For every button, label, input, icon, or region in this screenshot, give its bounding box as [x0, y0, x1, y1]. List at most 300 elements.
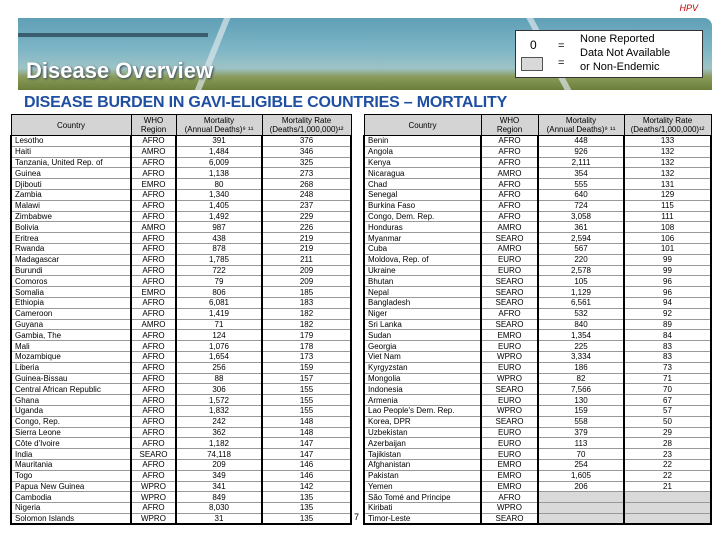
country-cell: Bhutan [364, 276, 481, 287]
country-cell: Kenya [364, 157, 481, 168]
region-cell: AFRO [131, 427, 176, 438]
region-cell: AFRO [481, 146, 538, 157]
region-cell: AFRO [481, 157, 538, 168]
table-row [11, 470, 351, 481]
col-rate: Mortality Rate (Deaths/1,000,000)¹² [262, 115, 351, 136]
mortality-cell: 849 [176, 492, 262, 503]
country-cell: Nepal [364, 287, 481, 298]
legend-text [580, 32, 670, 74]
rate-cell: 159 [262, 362, 351, 373]
rate-cell: 219 [262, 233, 351, 244]
table-row [11, 168, 351, 179]
region-cell: AFRO [131, 330, 176, 341]
region-cell: AFRO [131, 168, 176, 179]
mortality-cell: 2,578 [538, 265, 624, 276]
region-cell: EMRO [131, 179, 176, 190]
rate-cell: 376 [262, 136, 351, 147]
table-row [11, 211, 351, 222]
region-cell: AFRO [131, 351, 176, 362]
mortality-cell: 206 [538, 481, 624, 492]
mortality-cell: 878 [176, 243, 262, 254]
country-cell: Senegal [364, 189, 481, 200]
legend-line: None Reported [580, 33, 655, 45]
mortality-cell: 2,111 [538, 157, 624, 168]
region-cell: AFRO [481, 136, 538, 147]
rate-cell: 211 [262, 254, 351, 265]
region-cell: WPRO [131, 481, 176, 492]
region-cell: EURO [481, 265, 538, 276]
rate-cell [624, 492, 711, 503]
region-cell: AFRO [131, 254, 176, 265]
table-row [364, 179, 711, 190]
legend-equals: = [558, 40, 565, 52]
region-cell: EMRO [481, 330, 538, 341]
table-row [364, 416, 711, 427]
region-cell: WPRO [481, 503, 538, 514]
rate-cell: 101 [624, 243, 711, 254]
region-cell: AFRO [481, 179, 538, 190]
mortality-cell: 1,138 [176, 168, 262, 179]
col-country: Country [11, 115, 131, 136]
table-row [11, 351, 351, 362]
table-row [364, 395, 711, 406]
mortality-cell: 806 [176, 287, 262, 298]
legend [515, 30, 703, 78]
region-cell: AFRO [131, 384, 176, 395]
table-row [364, 362, 711, 373]
mortality-cell: 362 [176, 427, 262, 438]
region-cell: AMRO [131, 319, 176, 330]
table-row [11, 416, 351, 427]
region-cell: SEARO [481, 319, 538, 330]
rate-cell: 325 [262, 157, 351, 168]
rate-cell: 84 [624, 330, 711, 341]
table-row [11, 157, 351, 168]
rate-cell: 182 [262, 308, 351, 319]
region-cell: SEARO [481, 287, 538, 298]
mortality-cell: 532 [538, 308, 624, 319]
mortality-cell: 1,785 [176, 254, 262, 265]
region-cell: AFRO [131, 136, 176, 147]
rate-cell: 147 [262, 449, 351, 460]
table-row [364, 189, 711, 200]
region-cell: EURO [481, 449, 538, 460]
mortality-cell: 31 [176, 513, 262, 524]
table-row [11, 513, 351, 524]
table-row [11, 503, 351, 514]
country-cell: Sudan [364, 330, 481, 341]
rate-cell: 99 [624, 254, 711, 265]
table-row [364, 146, 711, 157]
rate-cell: 135 [262, 503, 351, 514]
mortality-cell: 1,492 [176, 211, 262, 222]
table-row [364, 136, 711, 147]
region-cell: AMRO [481, 243, 538, 254]
mortality-cell: 341 [176, 481, 262, 492]
country-cell: Benin [364, 136, 481, 147]
region-cell: EURO [481, 362, 538, 373]
mortality-cell: 1,484 [176, 146, 262, 157]
col-mortality: Mortality (Annual Deaths)⁹ ¹¹ [538, 115, 624, 136]
rate-cell: 226 [262, 222, 351, 233]
table-row [11, 276, 351, 287]
table-row [11, 395, 351, 406]
rate-cell: 83 [624, 351, 711, 362]
rate-cell: 111 [624, 211, 711, 222]
table-row [11, 341, 351, 352]
region-cell: AFRO [131, 265, 176, 276]
table-row [11, 373, 351, 384]
country-cell: Angola [364, 146, 481, 157]
country-cell: Comoros [11, 276, 131, 287]
country-cell: Haiti [11, 146, 131, 157]
country-cell: Niger [364, 308, 481, 319]
rate-cell: 179 [262, 330, 351, 341]
mortality-cell: 80 [176, 179, 262, 190]
table-row [364, 265, 711, 276]
country-cell: Lao People's Dem. Rep. [364, 405, 481, 416]
region-cell: EURO [481, 254, 538, 265]
region-cell: EURO [481, 341, 538, 352]
mortality-cell: 1,129 [538, 287, 624, 298]
region-cell: AFRO [131, 395, 176, 406]
region-cell: AMRO [131, 146, 176, 157]
col-country: Country [364, 115, 481, 136]
rate-cell: 219 [262, 243, 351, 254]
table-row [11, 297, 351, 308]
table-row [364, 384, 711, 395]
country-cell: Gambia, The [11, 330, 131, 341]
country-cell: Nigeria [11, 503, 131, 514]
region-cell: AFRO [131, 416, 176, 427]
country-cell: Korea, DPR [364, 416, 481, 427]
rate-cell: 173 [262, 351, 351, 362]
mortality-cell: 987 [176, 222, 262, 233]
table-row [11, 319, 351, 330]
legend-line: Data Not Available [580, 47, 671, 59]
region-cell: AFRO [481, 308, 538, 319]
rate-cell: 146 [262, 459, 351, 470]
mortality-cell: 3,058 [538, 211, 624, 222]
country-cell: Burkina Faso [364, 200, 481, 211]
region-cell: AFRO [481, 189, 538, 200]
region-cell: AFRO [481, 200, 538, 211]
country-cell: Somalia [11, 287, 131, 298]
table-row [364, 287, 711, 298]
mortality-cell: 70 [538, 449, 624, 460]
mortality-cell: 840 [538, 319, 624, 330]
region-cell: EMRO [131, 287, 176, 298]
mortality-cell: 1,832 [176, 405, 262, 416]
country-cell: Chad [364, 179, 481, 190]
table-row [364, 276, 711, 287]
country-cell: Eritrea [11, 233, 131, 244]
region-cell: WPRO [131, 492, 176, 503]
region-cell: SEARO [131, 449, 176, 460]
country-cell: Kiribati [364, 503, 481, 514]
table-row [11, 308, 351, 319]
mortality-cell [538, 503, 624, 514]
region-cell: SEARO [481, 297, 538, 308]
col-mortality: Mortality (Annual Deaths)⁹ ¹¹ [176, 115, 262, 136]
hpv-tag: HPV [679, 3, 698, 13]
rate-cell: 178 [262, 341, 351, 352]
page-title: DISEASE BURDEN IN GAVI-ELIGIBLE COUNTRIES – MORTALITY [24, 94, 508, 111]
rate-cell: 73 [624, 362, 711, 373]
country-cell: Guinea [11, 168, 131, 179]
rate-cell: 229 [262, 211, 351, 222]
rate-cell: 92 [624, 308, 711, 319]
country-cell: Uzbekistan [364, 427, 481, 438]
table-row [11, 438, 351, 449]
rate-cell: 209 [262, 265, 351, 276]
region-cell: WPRO [131, 513, 176, 524]
region-cell: AFRO [131, 297, 176, 308]
table-row [364, 330, 711, 341]
country-cell: São Tomé and Principe [364, 492, 481, 503]
col-rate: Mortality Rate (Deaths/1,000,000)¹² [624, 115, 711, 136]
table-row [11, 254, 351, 265]
rate-cell: 57 [624, 405, 711, 416]
rate-cell: 29 [624, 427, 711, 438]
country-cell: Lesotho [11, 136, 131, 147]
country-cell: Solomon Islands [11, 513, 131, 524]
rate-cell: 108 [624, 222, 711, 233]
rate-cell: 96 [624, 287, 711, 298]
table-row [11, 189, 351, 200]
mortality-cell: 391 [176, 136, 262, 147]
legend-equals: = [558, 57, 565, 69]
mortality-cell: 361 [538, 222, 624, 233]
rate-cell: 183 [262, 297, 351, 308]
mortality-cell: 113 [538, 438, 624, 449]
mortality-cell: 306 [176, 384, 262, 395]
rate-cell: 237 [262, 200, 351, 211]
rate-cell: 67 [624, 395, 711, 406]
col-region: WHO Region [481, 115, 538, 136]
region-cell: AFRO [131, 470, 176, 481]
table-row [364, 449, 711, 460]
rate-cell: 89 [624, 319, 711, 330]
mortality-cell: 640 [538, 189, 624, 200]
mortality-cell: 379 [538, 427, 624, 438]
rate-cell: 96 [624, 276, 711, 287]
region-cell: EURO [481, 427, 538, 438]
rate-cell: 155 [262, 405, 351, 416]
table-row [364, 308, 711, 319]
region-cell: AFRO [131, 373, 176, 384]
region-cell: SEARO [481, 513, 538, 524]
country-cell: Uganda [11, 405, 131, 416]
region-cell: AFRO [131, 459, 176, 470]
country-cell: Liberia [11, 362, 131, 373]
mortality-cell: 1,572 [176, 395, 262, 406]
mortality-cell: 1,076 [176, 341, 262, 352]
mortality-table-right [363, 114, 712, 525]
table-row [11, 222, 351, 233]
region-cell: SEARO [481, 384, 538, 395]
country-cell: Myanmar [364, 233, 481, 244]
mortality-cell [538, 513, 624, 524]
region-cell: AFRO [131, 157, 176, 168]
mortality-cell: 349 [176, 470, 262, 481]
country-cell: Azerbaijan [364, 438, 481, 449]
region-cell: AFRO [131, 211, 176, 222]
table-row [11, 179, 351, 190]
mortality-cell: 438 [176, 233, 262, 244]
mortality-cell: 242 [176, 416, 262, 427]
table-row [11, 200, 351, 211]
rate-cell: 83 [624, 341, 711, 352]
country-cell: Georgia [364, 341, 481, 352]
table-row [364, 243, 711, 254]
country-cell: Cameroon [11, 308, 131, 319]
region-cell: EURO [481, 395, 538, 406]
rate-cell: 155 [262, 395, 351, 406]
mortality-cell: 567 [538, 243, 624, 254]
country-cell: Togo [11, 470, 131, 481]
rate-cell: 209 [262, 276, 351, 287]
mortality-cell: 6,081 [176, 297, 262, 308]
country-cell: Timor-Leste [364, 513, 481, 524]
table-row [364, 373, 711, 384]
rate-cell: 50 [624, 416, 711, 427]
table-row [11, 330, 351, 341]
mortality-cell: 1,182 [176, 438, 262, 449]
table-row [364, 481, 711, 492]
mortality-cell [538, 492, 624, 503]
country-cell: Guyana [11, 319, 131, 330]
region-cell: AFRO [131, 405, 176, 416]
table-row [11, 233, 351, 244]
country-cell: Sierra Leone [11, 427, 131, 438]
table-row [11, 136, 351, 147]
country-cell: Pakistan [364, 470, 481, 481]
mortality-cell: 159 [538, 405, 624, 416]
country-cell: Afghanistan [364, 459, 481, 470]
country-cell: Ukraine [364, 265, 481, 276]
mortality-cell: 558 [538, 416, 624, 427]
legend-line: or Non-Endemic [580, 61, 660, 73]
mortality-cell: 254 [538, 459, 624, 470]
rate-cell: 185 [262, 287, 351, 298]
table-row [364, 254, 711, 265]
table-row [364, 211, 711, 222]
rate-cell: 146 [262, 470, 351, 481]
rate-cell: 268 [262, 179, 351, 190]
mortality-cell: 1,340 [176, 189, 262, 200]
mortality-cell: 7,566 [538, 384, 624, 395]
rate-cell: 22 [624, 459, 711, 470]
mortality-cell: 124 [176, 330, 262, 341]
country-cell: Armenia [364, 395, 481, 406]
rate-cell: 155 [262, 384, 351, 395]
rate-cell: 147 [262, 438, 351, 449]
rate-cell: 157 [262, 373, 351, 384]
country-cell: Viet Nam [364, 351, 481, 362]
country-cell: Mozambique [11, 351, 131, 362]
mortality-cell: 256 [176, 362, 262, 373]
region-cell: WPRO [481, 373, 538, 384]
mortality-cell: 209 [176, 459, 262, 470]
table-row [364, 459, 711, 470]
mortality-cell: 555 [538, 179, 624, 190]
table-row [364, 319, 711, 330]
country-cell: Honduras [364, 222, 481, 233]
rate-cell: 148 [262, 427, 351, 438]
country-cell: Nicaragua [364, 168, 481, 179]
banner-title: Disease Overview [26, 58, 214, 83]
region-cell: AFRO [481, 211, 538, 222]
rate-cell: 133 [624, 136, 711, 147]
page-number: 7 [354, 512, 360, 522]
table-row [364, 351, 711, 362]
mortality-cell: 1,354 [538, 330, 624, 341]
rate-cell: 135 [262, 513, 351, 524]
region-cell: AFRO [131, 341, 176, 352]
table-row [364, 470, 711, 481]
mortality-cell: 220 [538, 254, 624, 265]
region-cell: AFRO [131, 243, 176, 254]
region-cell: AMRO [481, 168, 538, 179]
country-cell: Côte d'Ivoire [11, 438, 131, 449]
country-cell: Burundi [11, 265, 131, 276]
country-cell: Ethiopia [11, 297, 131, 308]
table-row [11, 287, 351, 298]
country-cell: Tajikistan [364, 449, 481, 460]
country-cell: Madagascar [11, 254, 131, 265]
table-row [11, 427, 351, 438]
rate-cell: 248 [262, 189, 351, 200]
rate-cell: 346 [262, 146, 351, 157]
country-cell: India [11, 449, 131, 460]
country-cell: Congo, Dem. Rep. [364, 211, 481, 222]
mortality-cell: 1,405 [176, 200, 262, 211]
mortality-cell: 6,009 [176, 157, 262, 168]
country-cell: Cambodia [11, 492, 131, 503]
country-cell: Papua New Guinea [11, 481, 131, 492]
table-row [11, 481, 351, 492]
table-row [11, 146, 351, 157]
legend-zero: 0 [530, 38, 537, 52]
table-row [364, 503, 711, 514]
table-row [364, 222, 711, 233]
rate-cell: 99 [624, 265, 711, 276]
country-cell: Bangladesh [364, 297, 481, 308]
table-row [364, 200, 711, 211]
table-row [364, 438, 711, 449]
table-row [364, 492, 711, 503]
country-cell: Indonesia [364, 384, 481, 395]
table-row [11, 459, 351, 470]
rate-cell: 22 [624, 470, 711, 481]
rate-cell: 94 [624, 297, 711, 308]
region-cell: AFRO [481, 492, 538, 503]
rate-cell: 131 [624, 179, 711, 190]
region-cell: AFRO [131, 189, 176, 200]
region-cell: SEARO [481, 233, 538, 244]
mortality-cell: 186 [538, 362, 624, 373]
country-cell: Tanzania, United Rep. of [11, 157, 131, 168]
region-cell: AFRO [131, 276, 176, 287]
mortality-cell: 82 [538, 373, 624, 384]
country-cell: Kyrgyzstan [364, 362, 481, 373]
mortality-cell: 724 [538, 200, 624, 211]
country-cell: Congo, Rep. [11, 416, 131, 427]
mortality-table-left [10, 114, 352, 525]
rate-cell [624, 503, 711, 514]
mortality-cell: 71 [176, 319, 262, 330]
